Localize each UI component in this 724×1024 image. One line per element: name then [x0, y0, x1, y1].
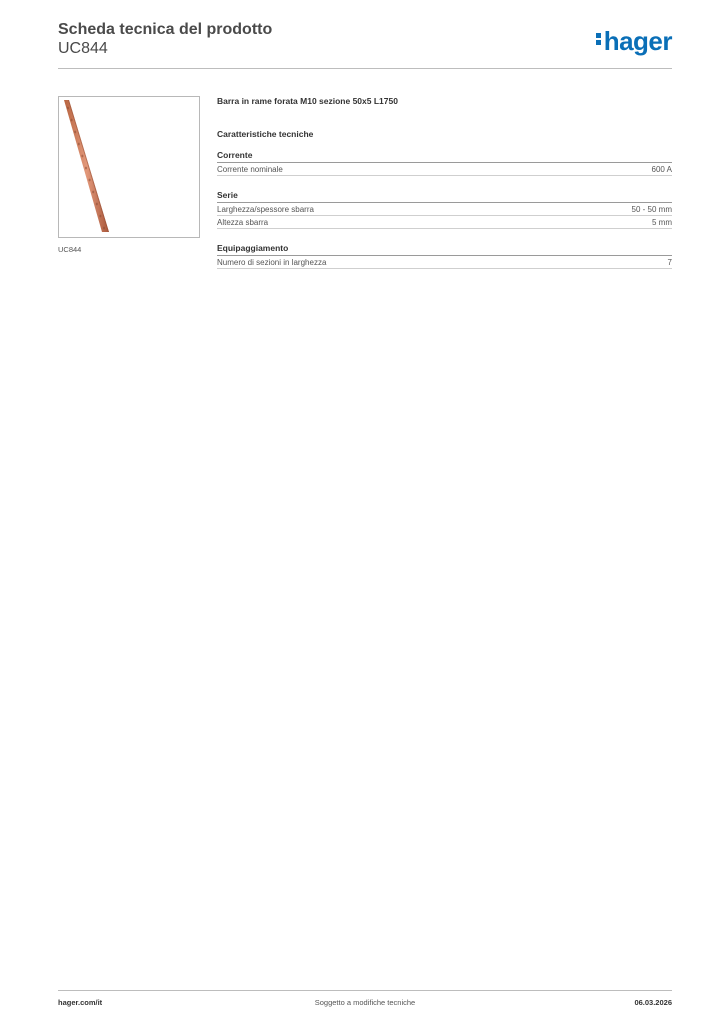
spec-group-title: Corrente	[217, 150, 672, 163]
specs-title: Caratteristiche tecniche	[217, 129, 314, 139]
product-code: UC844	[58, 40, 108, 57]
product-name: Barra in rame forata M10 sezione 50x5 L1750	[217, 96, 398, 106]
spec-label: Larghezza/spessore sbarra	[217, 205, 314, 214]
logo-text: hager	[603, 26, 672, 56]
spec-value: 50 - 50 mm	[631, 205, 672, 214]
spec-value: 5 mm	[652, 218, 672, 227]
spec-row	[217, 163, 672, 176]
image-caption: UC844	[58, 245, 82, 254]
spec-row	[217, 216, 672, 229]
spec-row	[217, 203, 672, 216]
page-header	[58, 20, 672, 58]
header-divider	[58, 68, 672, 69]
spec-value: 600 A	[651, 165, 672, 174]
hager-logo	[596, 26, 672, 57]
spec-label: Altezza sbarra	[217, 218, 269, 227]
spec-group-title: Serie	[217, 190, 672, 203]
product-details	[217, 96, 672, 269]
spec-group-title: Equipaggiamento	[217, 243, 672, 256]
logo-colon-icon	[596, 31, 602, 47]
footer-divider	[58, 990, 672, 991]
footer-note: Soggetto a modifiche tecniche	[314, 998, 416, 1007]
footer-date: 06.03.2026	[634, 998, 672, 1007]
spec-row	[217, 256, 672, 269]
product-image	[58, 96, 200, 238]
spec-value: 7	[667, 258, 672, 267]
footer-website-link[interactable]: hager.com/it	[58, 998, 103, 1007]
spec-label: Numero di sezioni in larghezza	[217, 258, 327, 267]
copper-busbar-icon	[59, 97, 199, 237]
spec-label: Corrente nominale	[217, 165, 283, 174]
document-title: Scheda tecnica del prodotto	[58, 21, 273, 38]
